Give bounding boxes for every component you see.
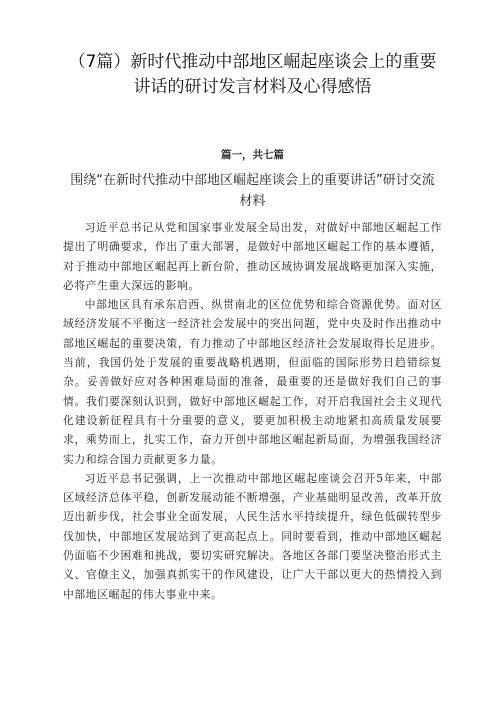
body-text [63,218,442,604]
paragraph: 中部地区具有承东启西、纵贯南北的区位优势和综合资源优势。面对区域经济发展不平衡这一经济社会发展中的突出问题，党中央及时作出推动中部地区崛起的重要决策，有力推动了中部地区经济社会发展取得长足进步。当前，我国仍处于发展的重要战略机遇期，但面临的国际形势日趋错综复杂。妥善做好应对各种困难局面的准备，最重要的还是做好我们自己的事情。我们要深刻认识到，做好中部地区崛起工作，对开启我国社会主义现代化建设新征程具有十分重要的意义，要更加积极主动地紧扣高质量发展要求，乘势而上，扎实工作，奋力开创中部地区崛起新局面，为增强我国经济实力和综合国力贡献更多力量。 [63,298,442,466]
chapter-label: 篇一，共七篇 [221,149,284,161]
document-title: （7篇）新时代推动中部地区崛起座谈会上的重要讲话的研讨发言材料及心得感悟 [68,52,437,97]
paragraph: 习近平总书记强调，上一次推动中部地区崛起座谈会召开5年来，中部区域经济总体平稳，创新发展动能不断增强，产业基础明显改善，改革开放迈出新步伐，社会事业全面发展，人民生活水平持续提升，绿色低碳转型步伐加快，中部地区发展站到了更高起点上。同时要看到，推动中部地区崛起仍面临不少困难和挑战，要切实研究解决。各地区各部门要坚决整治形式主义、官僚主义，加强真抓实干的作风建设，让广大干部以更大的热情投入到中部地区崛起的伟大事业中来。 [63,471,442,601]
paragraph: 习近平总书记从党和国家事业发展全局出发，对做好中部地区崛起工作提出了明确要求，作出了重大部署，是做好中部地区崛起工作的基本遵循，对于推动中部地区崛起再上新台阶，推动区域协调发展战略更加深入实施，必将产生重大深远的影响。 [63,221,442,292]
section-heading: 围绕“在新时代推动中部地区崛起座谈会上的重要讲话”研讨交流材料 [70,173,435,209]
